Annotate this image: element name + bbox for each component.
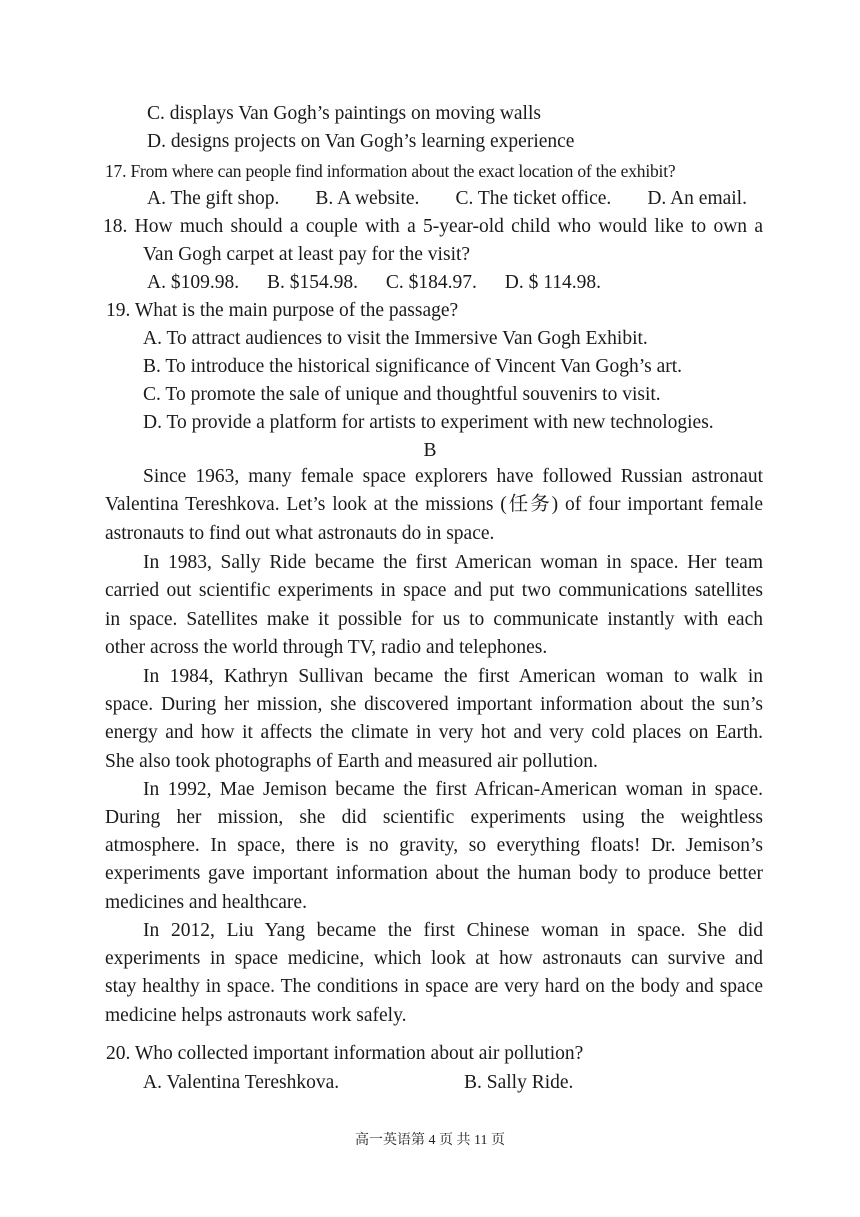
passage-line: astronauts to find out what astronauts do in space.	[105, 523, 495, 544]
passage-line: In 1992, Mae Jemison became the first African-American woman in space.	[143, 779, 763, 800]
passage-line: stay healthy in space. The conditions in space are very hard on the body and space	[105, 976, 763, 997]
q18-option-b: B. $154.98.	[266, 272, 358, 293]
q17-options	[147, 185, 747, 213]
q18-option-d: D. $ 114.98.	[504, 272, 601, 293]
passage-line: medicines and healthcare.	[105, 892, 307, 913]
q17-option-c: C. The ticket office.	[455, 188, 612, 209]
q18-option-c: C. $184.97.	[385, 272, 477, 293]
passage-line: In 1984, Kathryn Sullivan became the first American woman to walk in	[143, 666, 763, 687]
q20-option-b: B. Sally Ride.	[464, 1072, 574, 1093]
q19-option-c: C. To promote the sale of unique and thoughtful souvenirs to visit.	[143, 384, 661, 405]
passage-line: medicine helps astronauts work safely.	[105, 1005, 407, 1026]
passage-line: other across the world through TV, radio and telephones.	[105, 637, 548, 658]
q16-option-c: C. displays Van Gogh’s paintings on moving walls	[147, 103, 541, 124]
q18-option-a: A. $109.98.	[147, 272, 240, 293]
passage-line: space. During her mission, she discovered important information about the sun’s	[105, 694, 763, 715]
passage-line: During her mission, she did scientific experiments using the weightless	[105, 807, 763, 828]
q19-option-b: B. To introduce the historical significance of Vincent Van Gogh’s art.	[143, 356, 683, 377]
passage-line: carried out scientific experiments in space and put two communications satellites	[105, 580, 763, 601]
passage-line: Since 1963, many female space explorers have followed Russian astronaut	[143, 466, 763, 487]
q18-options	[147, 269, 601, 297]
passage-line: experiments gave important information about the human body to produce better	[105, 863, 763, 884]
passage-line: atmosphere. In space, there is no gravity, so everything floats! Dr. Jemison’s	[105, 835, 763, 856]
q17-option-b: B. A website.	[315, 188, 420, 209]
q17-stem: 17. From where can people find information about the exact location of the exhibit?	[105, 161, 676, 181]
q17-option-a: A. The gift shop.	[147, 188, 280, 209]
q16-option-d: D. designs projects on Van Gogh’s learning experience	[147, 131, 575, 152]
q18-stem-line2: Van Gogh carpet at least pay for the visit?	[143, 244, 471, 265]
q19-stem: 19. What is the main purpose of the passage?	[106, 300, 459, 321]
q20-option-a: A. Valentina Tereshkova.	[143, 1072, 340, 1093]
passage-line: Valentina Tereshkova. Let’s look at the missions (任务) of four important female	[105, 494, 763, 515]
q20-stem: 20. Who collected important information about air pollution?	[106, 1043, 584, 1064]
q17-option-d: D. An email.	[647, 188, 747, 209]
passage-line: energy and how it affects the climate in very hot and very cold places on Earth.	[105, 722, 763, 743]
passage-line: In 1983, Sally Ride became the first American woman in space. Her team	[143, 552, 763, 573]
passage-line: In 2012, Liu Yang became the first Chinese woman in space. She did	[143, 920, 763, 941]
q18-stem-line1: 18. How much should a couple with a 5-year-old child who would like to own a	[103, 216, 763, 237]
passage-line: in space. Satellites make it possible for us to communicate instantly with each	[105, 609, 763, 630]
passage-line: She also took photographs of Earth and measured air pollution.	[105, 751, 598, 772]
q19-option-a: A. To attract audiences to visit the Immersive Van Gogh Exhibit.	[143, 328, 648, 349]
passage-line: experiments in space medicine, which look at how astronauts can survive and	[105, 948, 763, 969]
section-heading: B	[423, 440, 437, 461]
page-footer: 高一英语第 4 页 共 11 页	[355, 1133, 505, 1148]
q19-option-d: D. To provide a platform for artists to experiment with new technologies.	[143, 412, 714, 433]
